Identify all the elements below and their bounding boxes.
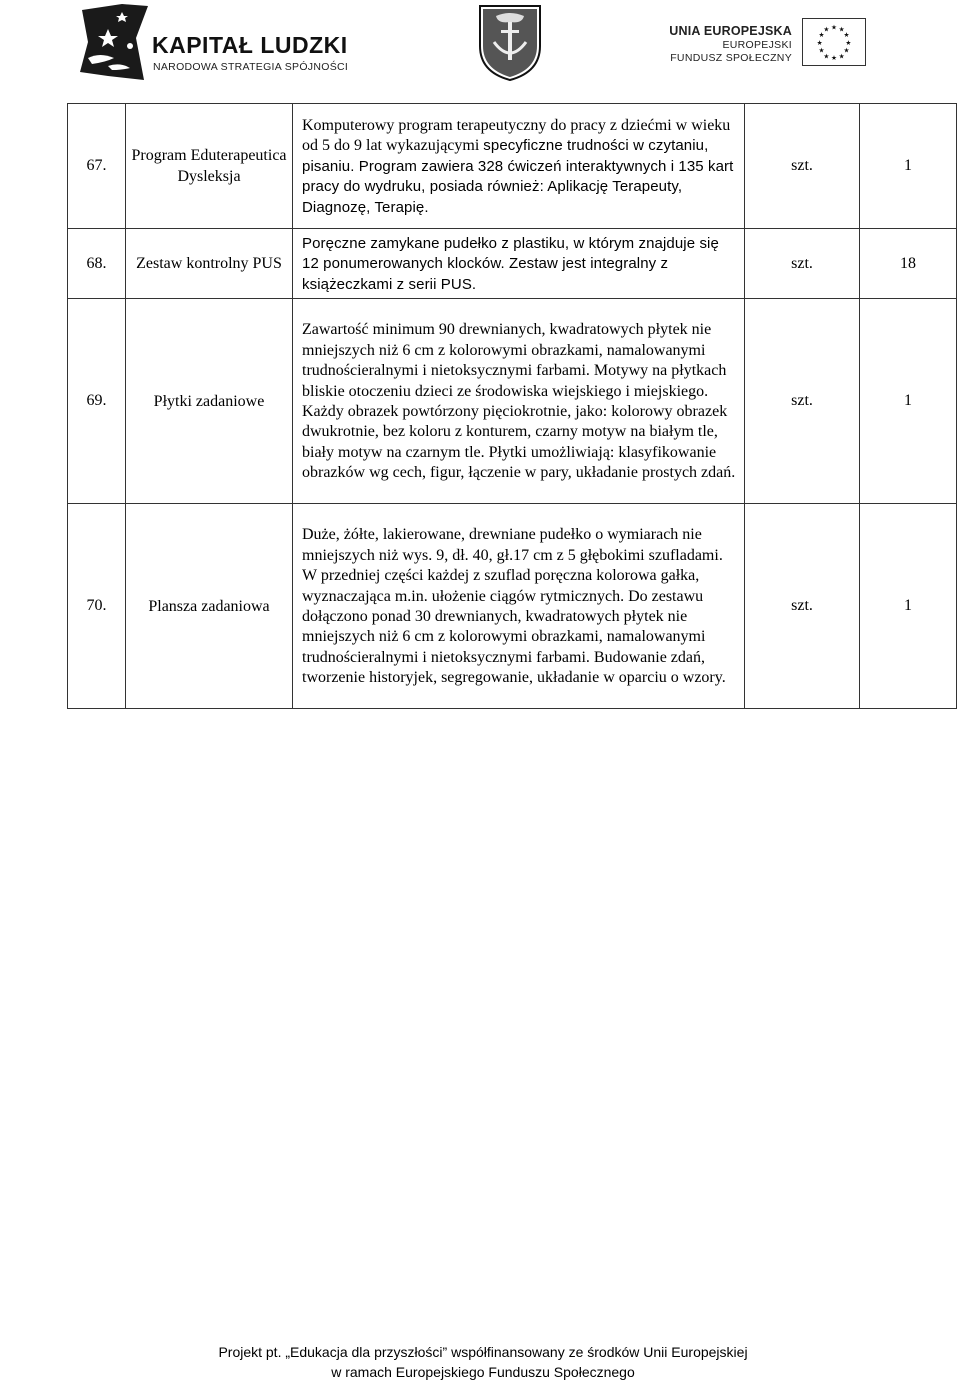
item-name: Plansza zadaniowa	[126, 504, 293, 709]
row-number: 68.	[68, 229, 126, 299]
svg-text:★: ★	[818, 46, 825, 55]
item-description	[293, 504, 745, 709]
kapital-ludzki-subtitle: NARODOWA STRATEGIA SPÓJNOŚCI	[153, 61, 349, 73]
svg-text:★: ★	[838, 52, 845, 61]
table-row	[68, 104, 957, 229]
svg-text:★: ★	[838, 25, 845, 34]
item-name: Program Eduterapeutica Dysleksja	[126, 104, 293, 229]
page-footer	[0, 1342, 960, 1382]
svg-text:★: ★	[823, 52, 830, 61]
item-name: Zestaw kontrolny PUS	[126, 229, 293, 299]
item-quantity: 1	[860, 299, 957, 504]
footer-line-2: w ramach Europejskiego Funduszu Społecznego	[331, 1364, 635, 1380]
row-number: 67.	[68, 104, 126, 229]
item-unit: szt.	[745, 229, 860, 299]
kapital-ludzki-star-icon	[78, 2, 150, 82]
svg-text:★: ★	[843, 31, 850, 40]
svg-text:★: ★	[816, 38, 823, 47]
svg-text:★: ★	[823, 25, 830, 34]
svg-text:★: ★	[845, 38, 852, 47]
row-number: 69.	[68, 299, 126, 504]
eu-flag-icon	[802, 18, 866, 66]
description-text-sans: Poręczne zamykane pudełko z plastiku, w którym znajduje się 12 ponumerowanych klocków. Zestaw jest integralny z książeczkami z serii PUS.	[302, 234, 719, 293]
eu-name: UNIA EUROPEJSKA	[669, 24, 792, 38]
municipal-crest-icon	[476, 2, 544, 82]
svg-text:★: ★	[831, 54, 837, 63]
footer-line-1: Projekt pt. „Edukacja dla przyszłości” współfinansowany ze środków Unii Europejskiej	[218, 1344, 748, 1360]
eu-fund-line2: FUNDUSZ SPOŁECZNY	[670, 52, 792, 64]
item-quantity: 18	[860, 229, 957, 299]
svg-text:★: ★	[831, 23, 837, 32]
item-unit: szt.	[745, 504, 860, 709]
kapital-ludzki-title: KAPITAŁ LUDZKI	[152, 32, 348, 58]
item-quantity: 1	[860, 504, 957, 709]
item-description	[293, 104, 745, 229]
table-row	[68, 229, 957, 299]
item-description	[293, 229, 745, 299]
item-description	[293, 299, 745, 504]
item-unit: szt.	[745, 104, 860, 229]
kapital-ludzki-logo	[78, 2, 368, 82]
description-text: Komputerowy program terapeutyczny do pracy z dziećmi w wieku od 5 do 9 lat wykazującymi	[302, 116, 731, 155]
page-header	[0, 0, 960, 100]
row-number: 70.	[68, 504, 126, 709]
item-unit: szt.	[745, 299, 860, 504]
eu-logo-text	[668, 24, 792, 64]
table-row	[68, 504, 957, 709]
description-text: Zawartość minimum 90 drewnianych, kwadratowych płytek nie mniejszych niż 6 cm z kolorowymi obrazkami, namalowanymi trudnościeralnymi i nietoksycznymi farbami. Motywy na płytkach bliskie otoczeniu dzieci ze środowiska wiejskiego i miejskiego. Każdy obrazek powtórzony pięciokrotnie, jako: kolorowy obrazek dwukrotnie, bez koloru z konturem, czarny motyw na białym tle, biały motyw na czarnym tle. Płytki umożliwiają: klasyfikowanie obrazków wg cech, figur, łączenie w pary, układanie prostych zdań.	[302, 321, 736, 482]
item-quantity: 1	[860, 104, 957, 229]
table-row	[68, 299, 957, 504]
svg-text:★: ★	[843, 46, 850, 55]
svg-text:★: ★	[818, 31, 825, 40]
description-text: Duże, żółte, lakierowane, drewniane pudełko o wymiarach nie mniejszych niż wys. 9, dł. 40, gł.17 cm z 5 głębokimi szufladami. W przedniej części każdej z szuflad poręczna kolorowa gałka, wyznaczająca m.in. ułożenie ciągów rytmicznych. Do zestawu dołączono ponad 30 drewnianych, kwadratowych płytek nie mniejszych niż 6 cm z kolorowymi obrazkami, namalowanymi trudnościeralnymi i nietoksycznymi farbami. Budowanie zdań, tworzenie historyjek, segregowanie, układanie w oparciu o wzory.	[302, 526, 726, 687]
item-name: Płytki zadaniowe	[126, 299, 293, 504]
description-text-sans: specyficzne trudności w czytaniu, pisaniu. Program zawiera 328 ćwiczeń interaktywnych i 135 kart pracy do wydruku, posiada również: Aplikację Terapeuty, Diagnozę, Terapię.	[302, 137, 734, 216]
items-table	[67, 103, 957, 709]
eu-fund-line1: EUROPEJSKI	[722, 39, 792, 51]
